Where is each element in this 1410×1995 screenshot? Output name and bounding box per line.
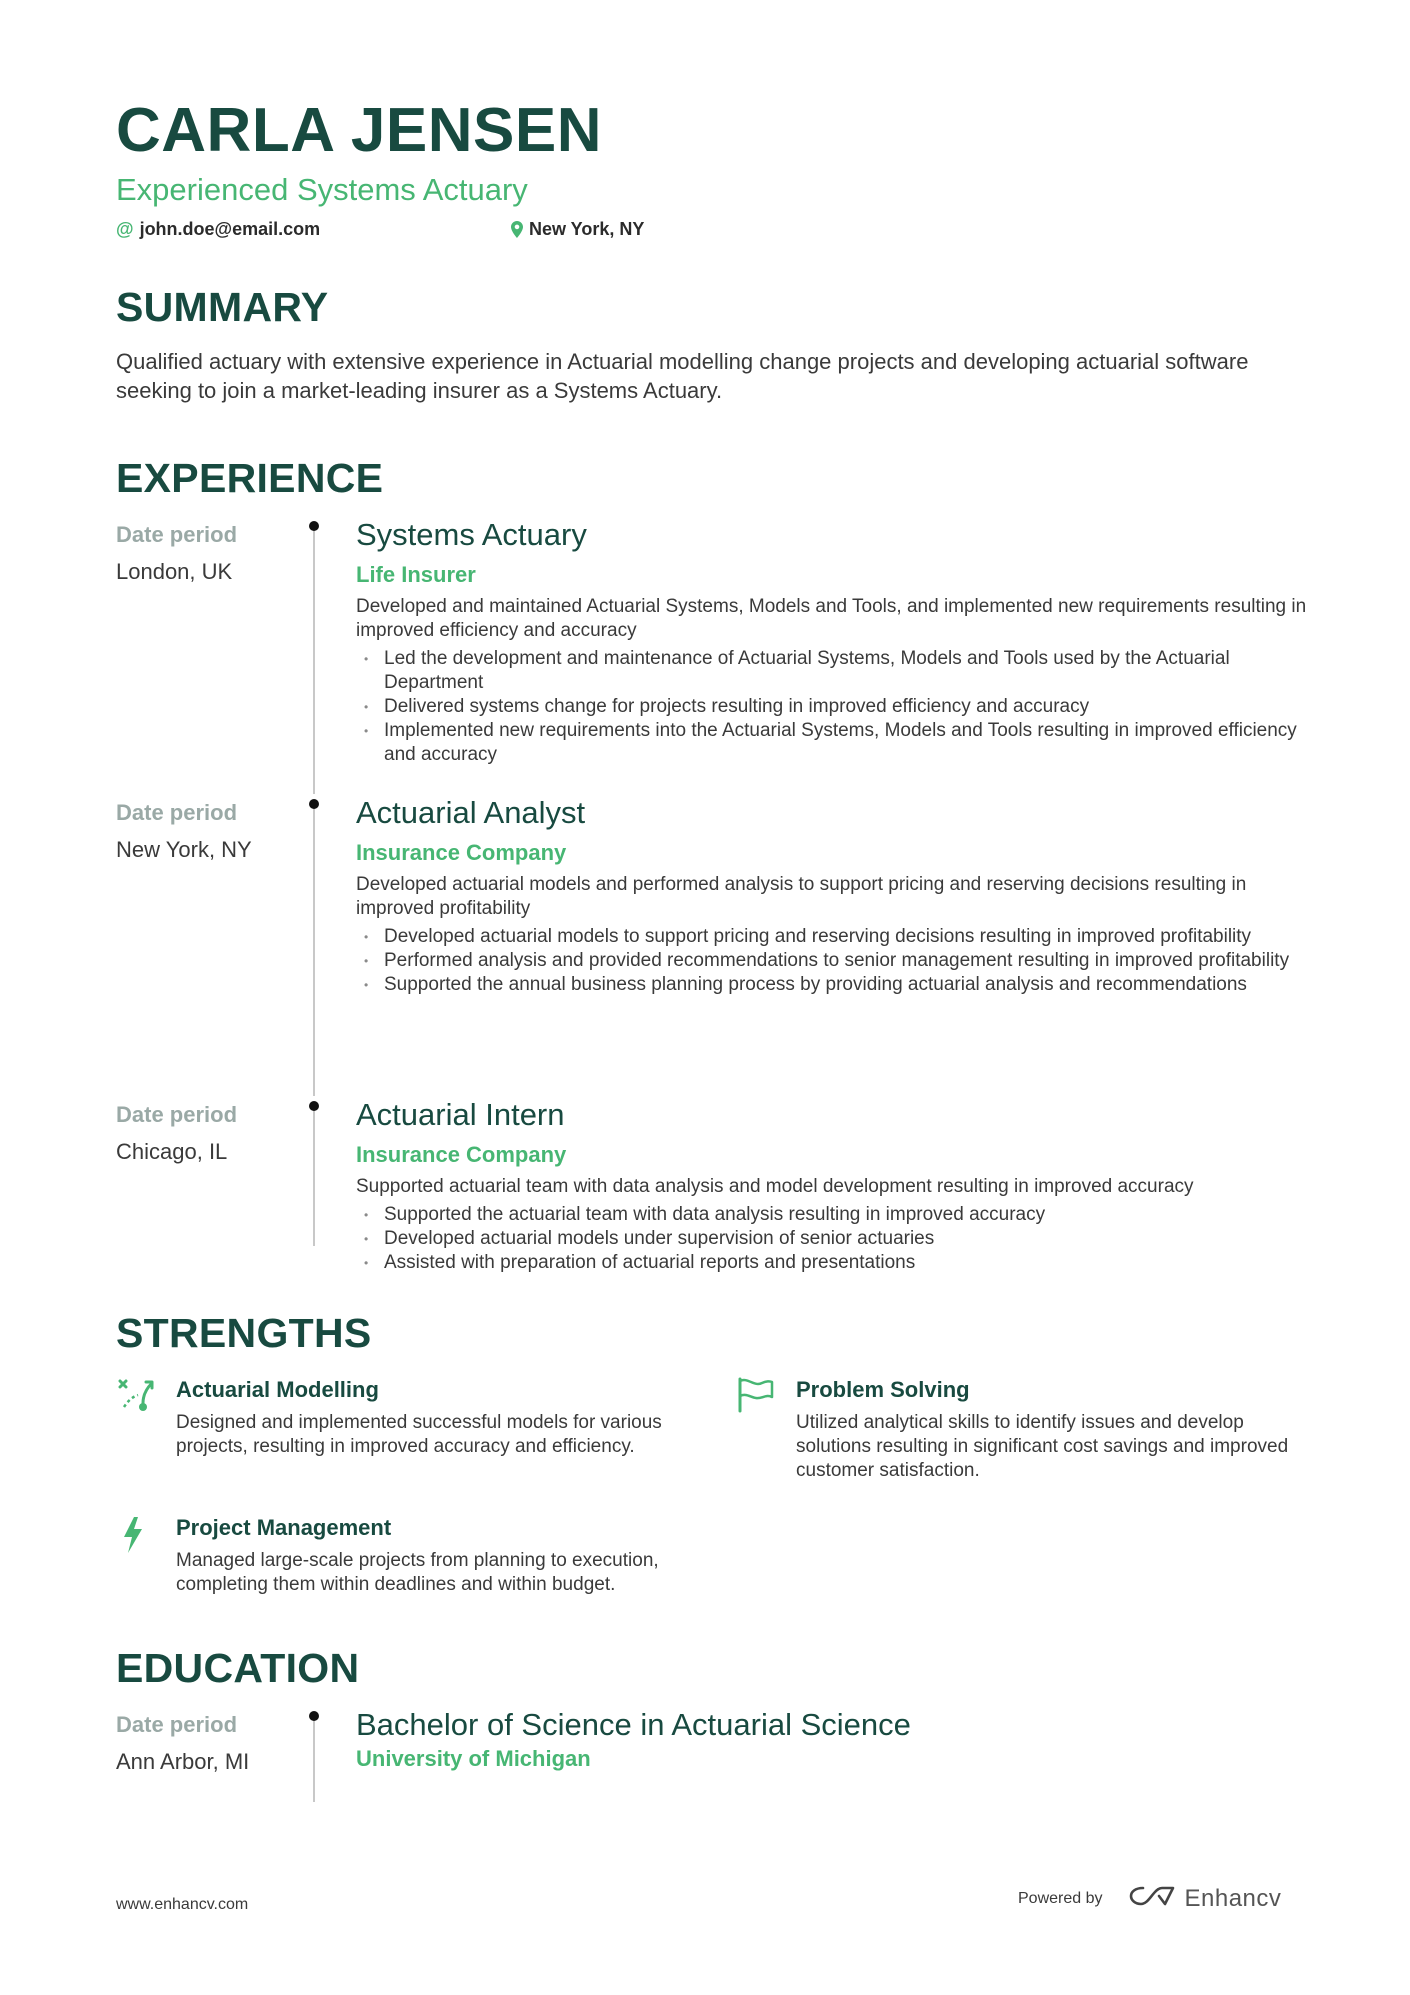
enhancv-logo-icon [1129, 1884, 1175, 1913]
education-timeline [116, 1706, 1316, 1810]
experience-bullet: • Supported the annual business planning process by providing actuarial analysis and recommendations [356, 973, 1316, 997]
experience-bullet: • Implemented new requirements into the Actuarial Systems, Models and Tools resulting in improved efficiency and accuracy [356, 719, 1316, 767]
strengths-heading: STRENGTHS [116, 1309, 372, 1356]
experience-company: Insurance Company [356, 839, 567, 865]
experience-role: Actuarial Analyst [356, 794, 586, 830]
experience-description: Developed and maintained Actuarial Systems, Models and Tools, and implemented new requirements resulting in improved efficiency and accuracy [356, 595, 1307, 641]
strength-description: Designed and implemented successful models for various projects, resulting in improved accuracy and efficiency. [176, 1411, 662, 1457]
strength-item [116, 1375, 736, 1483]
strength-item [116, 1513, 736, 1597]
strength-description: Managed large-scale projects from planning to execution, completing them within deadlines and within budget. [176, 1549, 659, 1595]
strength-name: Problem Solving [796, 1376, 970, 1402]
email-text: john.doe@email.com [139, 218, 321, 239]
strengths-grid [116, 1375, 1316, 1597]
resume-page [116, 96, 1316, 1810]
strength-description: Utilized analytical skills to identify issues and develop solutions resulting in significant cost savings and improved customer satisfaction. [796, 1411, 1289, 1481]
strength-item [736, 1375, 1316, 1483]
education-entry [116, 1706, 1316, 1810]
experience-bullet: • Developed actuarial models under supervision of senior actuaries [356, 1227, 1316, 1251]
experience-company: Insurance Company [356, 1141, 567, 1167]
experience-description: Supported actuarial team with data analysis and model development resulting in improved accuracy [356, 1175, 1194, 1197]
flag-icon [736, 1375, 796, 1483]
timeline-line [313, 1718, 315, 1802]
education-degree: Bachelor of Science in Actuarial Science [356, 1706, 911, 1742]
experience-heading: EXPERIENCE [116, 454, 384, 501]
experience-entry [116, 516, 1316, 798]
education-school: University of Michigan [356, 1745, 591, 1771]
experience-location: London, UK [116, 558, 233, 584]
at-icon: @ [116, 218, 134, 239]
contact-location [511, 219, 644, 240]
experience-date: Date period [116, 1101, 238, 1127]
lightning-icon [116, 1513, 176, 1597]
experience-role: Systems Actuary [356, 516, 587, 552]
timeline-line [313, 1108, 315, 1246]
powered-by-text: Powered by [1018, 1889, 1103, 1907]
experience-entry [116, 794, 1316, 1100]
education-heading: EDUCATION [116, 1644, 360, 1691]
timeline-dot [309, 1101, 319, 1111]
education-date: Date period [116, 1711, 238, 1737]
experience-timeline [116, 516, 1316, 1300]
experience-location: New York, NY [116, 836, 252, 862]
experience-bullets [356, 647, 1316, 767]
experience-bullets [356, 925, 1316, 997]
experience-bullet: • Supported the actuarial team with data analysis resulting in improved accuracy [356, 1203, 1316, 1227]
timeline-dot [309, 521, 319, 531]
contact-email [116, 219, 511, 240]
experience-date: Date period [116, 521, 238, 547]
timeline-line [313, 806, 315, 1096]
resume-header [116, 96, 1316, 240]
timeline-line [313, 528, 315, 794]
timeline-dot [309, 799, 319, 809]
footer-website[interactable]: www.enhancv.com [116, 1896, 249, 1913]
experience-role: Actuarial Intern [356, 1096, 565, 1132]
education-location: Ann Arbor, MI [116, 1748, 250, 1774]
footer-branding [1018, 1884, 1281, 1913]
experience-company: Life Insurer [356, 561, 476, 587]
location-text: New York, NY [529, 218, 645, 239]
timeline-dot [309, 1711, 319, 1721]
experience-description: Developed actuarial models and performed analysis to support pricing and reserving decisions resulting in improved profitability [356, 873, 1247, 919]
experience-bullets [356, 1203, 1316, 1275]
summary-text: Qualified actuary with extensive experience in Actuarial modelling change projects and developing actuarial software seeking to join a market-leading insurer as a Systems Actuary. [116, 348, 1249, 403]
strength-name: Actuarial Modelling [176, 1376, 379, 1402]
experience-date: Date period [116, 799, 238, 825]
experience-location: Chicago, IL [116, 1138, 228, 1164]
brand-name: Enhancv [1184, 1884, 1282, 1912]
candidate-name: CARLA JENSEN [116, 96, 602, 165]
contact-row [116, 219, 1316, 240]
summary-heading: SUMMARY [116, 283, 329, 330]
experience-bullet: • Delivered systems change for projects resulting in improved efficiency and accuracy [356, 695, 1316, 719]
experience-bullet: • Assisted with preparation of actuarial reports and presentations [356, 1251, 1316, 1275]
strength-name: Project Management [176, 1514, 392, 1540]
candidate-title: Experienced Systems Actuary [116, 172, 528, 208]
experience-entry [116, 1096, 1316, 1300]
experience-bullet: • Developed actuarial models to support pricing and reserving decisions resulting in improved profitability [356, 925, 1316, 949]
experience-bullet: • Led the development and maintenance of Actuarial Systems, Models and Tools used by the Actuarial Department [356, 647, 1316, 695]
location-pin-icon [511, 221, 523, 238]
modelling-icon [116, 1375, 176, 1483]
experience-bullet: • Performed analysis and provided recommendations to senior management resulting in improved profitability [356, 949, 1316, 973]
